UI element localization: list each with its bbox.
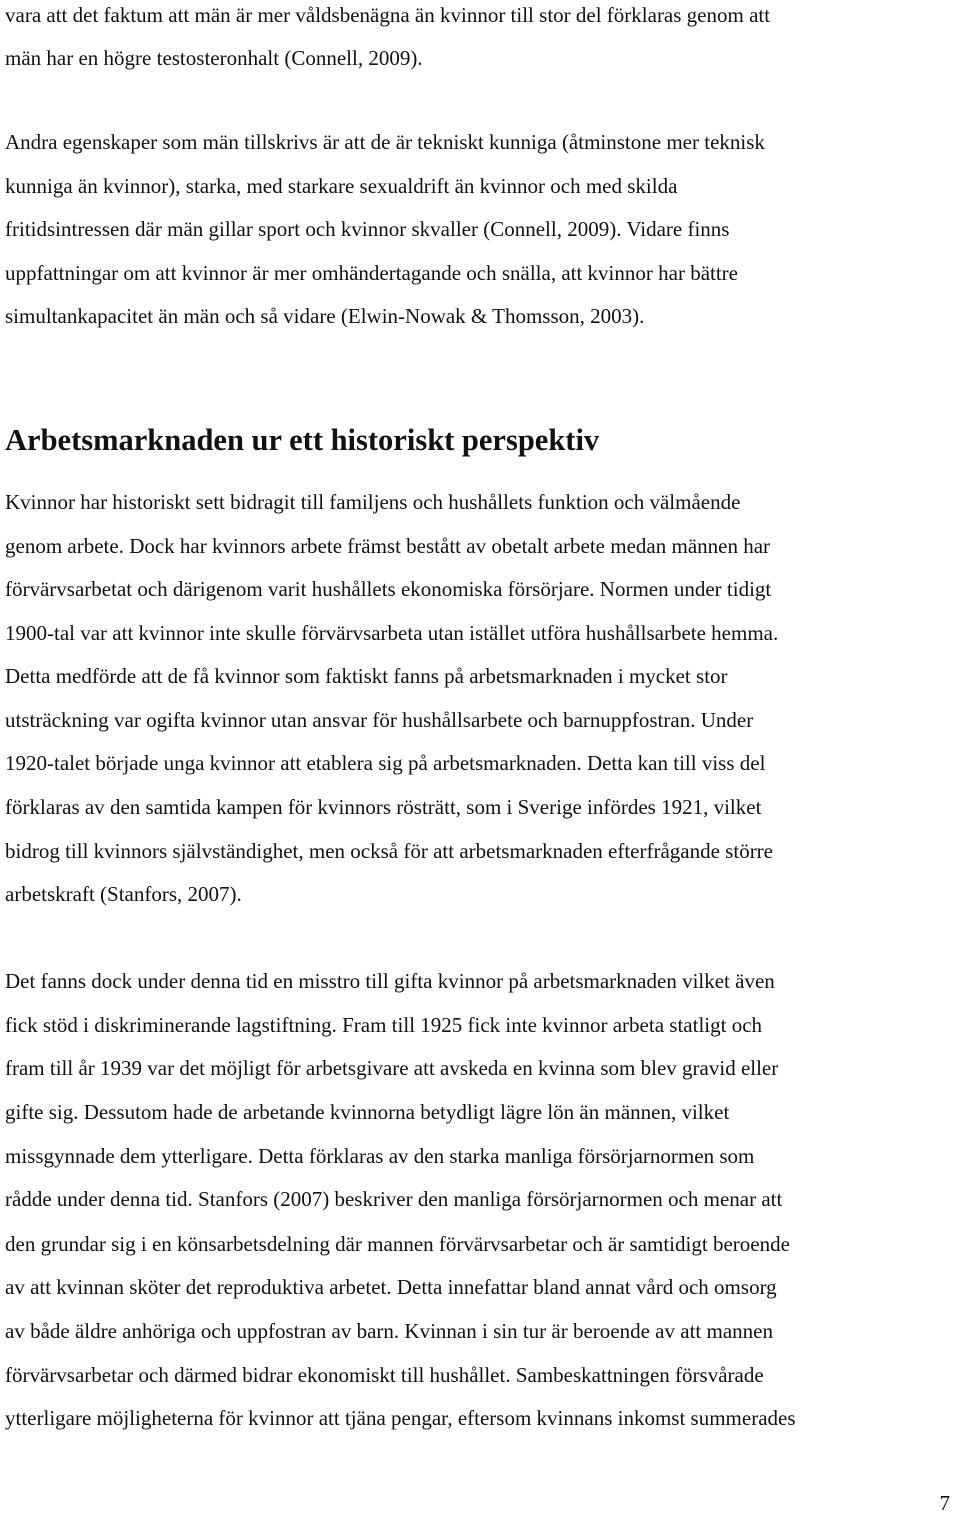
text-line: ytterligare möjligheterna för kvinnor att tjäna pengar, eftersom kvinnans inkomst summerades [5, 1406, 796, 1430]
section-heading: Arbetsmarknaden ur ett historiskt perspektiv [5, 423, 600, 457]
text-line: förvärvsarbetat och därigenom varit hushållets ekonomiska försörjare. Normen under tidigt [5, 577, 772, 601]
page-number: 7 [939, 1491, 950, 1515]
text-line: män har en högre testosteronhalt (Connell, 2009). [5, 46, 423, 70]
text-line: genom arbete. Dock har kvinnors arbete främst bestått av obetalt arbete medan männen har [5, 534, 771, 558]
text-line: bidrog till kvinnors självständighet, men också för att arbetsmarknaden efterfrågande större [5, 839, 773, 863]
text-line: fick stöd i diskriminerande lagstiftning. Fram till 1925 fick inte kvinnor arbeta statligt och [5, 1013, 763, 1037]
text-line: den grundar sig i en könsarbetsdelning där mannen förvärvsarbetar och är samtidigt beroende [5, 1232, 790, 1256]
text-line: 1900-tal var att kvinnor inte skulle förvärvsarbeta utan istället utföra hushållsarbete hemma. [5, 621, 779, 645]
text-line: av både äldre anhöriga och uppfostran av barn. Kvinnan i sin tur är beroende av att mannen [5, 1319, 773, 1343]
text-line: uppfattningar om att kvinnor är mer omhändertagande och snälla, att kvinnor har bättre [5, 261, 739, 285]
text-line: utsträckning var ogifta kvinnor utan ansvar för hushållsarbete och barnuppfostran. Under [5, 708, 754, 732]
text-line: förklaras av den samtida kampen för kvinnors rösträtt, som i Sverige infördes 1921, vilket [5, 795, 762, 819]
text-line: kunniga än kvinnor), starka, med starkare sexualdrift än kvinnor och med skilda [5, 174, 678, 198]
text-line: missgynnade dem ytterligare. Detta förklaras av den starka manliga försörjarnormen som [5, 1144, 755, 1168]
text-line: arbetskraft (Stanfors, 2007). [5, 882, 242, 906]
text-line: Detta medförde att de få kvinnor som faktiskt fanns på arbetsmarknaden i mycket stor [5, 664, 728, 688]
text-line: rådde under denna tid. Stanfors (2007) beskriver den manliga försörjarnormen och menar att [5, 1187, 783, 1211]
text-line: Det fanns dock under denna tid en misstro till gifta kvinnor på arbetsmarknaden vilket även [5, 969, 775, 993]
text-line: simultankapacitet än män och så vidare (Elwin-Nowak & Thomsson, 2003). [5, 304, 645, 328]
text-line: av att kvinnan sköter det reproduktiva arbetet. Detta innefattar bland annat vård och omsorg [5, 1275, 777, 1299]
text-line: 1920-talet började unga kvinnor att etablera sig på arbetsmarknaden. Detta kan till viss del [5, 751, 766, 775]
text-line: vara att det faktum att män är mer våldsbenägna än kvinnor till stor del förklaras genom att [5, 3, 771, 27]
text-line: gifte sig. Dessutom hade de arbetande kvinnorna betydligt lägre lön än männen, vilket [5, 1100, 730, 1124]
text-line: förvärvsarbetar och därmed bidrar ekonomiskt till hushållet. Sambeskattningen försvårade [5, 1363, 764, 1387]
text-line: Andra egenskaper som män tillskrivs är att de är tekniskt kunniga (åtminstone mer teknisk [5, 130, 765, 154]
text-line: Kvinnor har historiskt sett bidragit till familjens och hushållets funktion och välmående [5, 490, 741, 514]
text-line: fritidsintressen där män gillar sport och kvinnor skvaller (Connell, 2009). Vidare finns [5, 217, 730, 241]
text-line: fram till år 1939 var det möjligt för arbetsgivare att avskeda en kvinna som blev gravid eller [5, 1056, 779, 1080]
